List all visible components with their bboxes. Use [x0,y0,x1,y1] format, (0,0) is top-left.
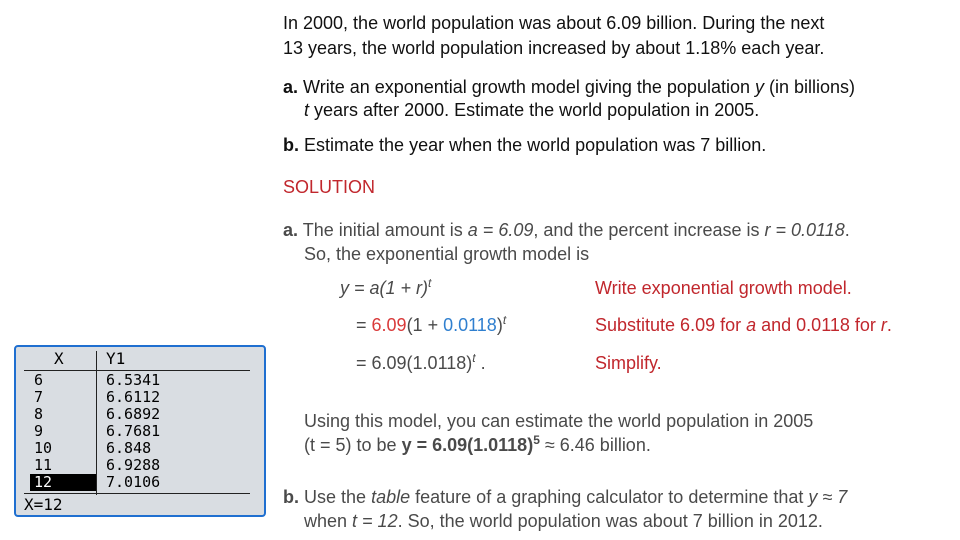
part-a-question-line-2 [304,98,759,122]
estimate-t5: (t = 5) to be [304,435,397,455]
equation-3-body: = 6.09(1.0118) [356,353,473,373]
solution-b-conclusion: . So, the world population was about 7 billion in 2012. [397,511,823,531]
problem-line-1: In 2000, the world population was about 6.09 billion. During the next [283,13,825,33]
note-substitute-pre: Substitute 6.09 for [595,315,742,335]
cell-x: 8 [34,405,44,423]
calculator-footer-divider [24,493,250,494]
note-substitute [595,313,892,337]
solution-a-label: a. [283,220,299,240]
equation-3-exponent: t [472,351,476,365]
calculator-col-y: Y1 [106,349,126,368]
equation-3-period: . [480,353,486,373]
estimate-line-2 [304,433,651,457]
equation-3 [356,351,486,375]
equation-2-equals: = [356,315,372,335]
equation-2 [356,313,506,337]
table-row [24,440,250,457]
problem-line-2: 13 years, the world population increased by about 1.18% each year. [283,38,825,58]
cell-y: 6.5341 [106,371,161,389]
part-a-text: Write an exponential growth model giving the population [303,77,750,97]
part-a-label: a. [283,77,299,97]
part-a-var-t: t [304,100,310,120]
cell-y: 6.848 [106,439,152,457]
equation-2-end: ) [496,315,503,335]
note-substitute-end: . [886,315,892,335]
estimate-result: ≈ 6.46 billion. [544,435,651,455]
note-simplify: Simplify. [595,353,662,373]
part-b-question [283,133,766,157]
cell-x-selected: 12 [30,474,96,491]
note-substitute-mid: and 0.0118 for [761,315,876,335]
part-a-text-end: (in billions) [769,77,856,97]
table-row [24,389,250,406]
cell-x: 10 [34,439,53,457]
calculator-rows [24,372,250,491]
solution-b-label: b. [283,487,299,507]
equation-2-mid: (1 + [406,315,444,335]
estimate-line-1: Using this model, you can estimate the world population in 2005 [304,411,814,431]
equation-1 [340,276,431,300]
part-a-text-2: years after 2000. Estimate the world population in 2005. [314,100,760,120]
cell-x: 11 [34,456,53,474]
table-row [24,406,250,423]
solution-b-text-1: Use the [304,487,367,507]
note-substitute-a: a [746,315,757,335]
calculator-footer: X=12 [24,495,63,514]
table-row [24,457,250,474]
solution-b-text-2: feature of a graphing calculator to determine that [415,487,804,507]
solution-a-text-2: , and the percent increase is [533,220,760,240]
note-substitute-r: r [880,315,887,335]
solution-b-line-2 [304,509,823,533]
equation-2-initial: 6.09 [371,315,407,335]
solution-a-text-1: The initial amount is [302,220,463,240]
calculator-col-x: X [54,349,64,368]
equation-2-rate: 0.0118 [443,315,497,335]
solution-a-initial: a = 6.09 [467,220,534,240]
solution-a-line-2: So, the exponential growth model is [304,244,590,264]
solution-b-y-approx: y ≈ 7 [808,487,848,507]
solution-a-line-1: a. The initial amount is a = 6.09, and the percent increase is r = 0.0118. [283,220,850,240]
cell-x: 7 [34,388,44,406]
equation-2-exponent: t [502,313,507,327]
cell-y: 6.7681 [106,422,161,440]
cell-x: 9 [34,422,44,440]
solution-b-t12: t = 12 [352,511,398,531]
calculator-header [16,349,264,369]
table-row-selected [24,474,250,491]
estimate-formula: $y = 6.09(1.0118)^5$ [401,433,540,455]
solution-b-when: when [304,511,348,531]
part-b-text: Estimate the year when the world population was 7 billion. [304,135,767,155]
solution-a-rate: r = 0.0118 [764,220,845,240]
equation-1-exponent: t [428,276,432,290]
cell-y: 6.6112 [106,388,161,406]
cell-y: 7.0106 [106,473,161,491]
table-row [24,372,250,389]
solution-b-line-1 [283,485,847,509]
cell-x: 6 [34,371,44,389]
calculator-table-screen [14,345,266,517]
cell-y: 6.9288 [106,456,161,474]
note-write-model: Write exponential growth model. [595,278,852,298]
part-a-var-y: y [755,77,764,97]
part-a-question [283,75,855,99]
solution-b-table-word: table [371,487,411,507]
equation-1-body: y = a(1 + r) [340,278,429,298]
table-row [24,423,250,440]
cell-y: 6.6892 [106,405,161,423]
part-b-label: b. [283,135,299,155]
solution-heading: SOLUTION [283,177,376,197]
